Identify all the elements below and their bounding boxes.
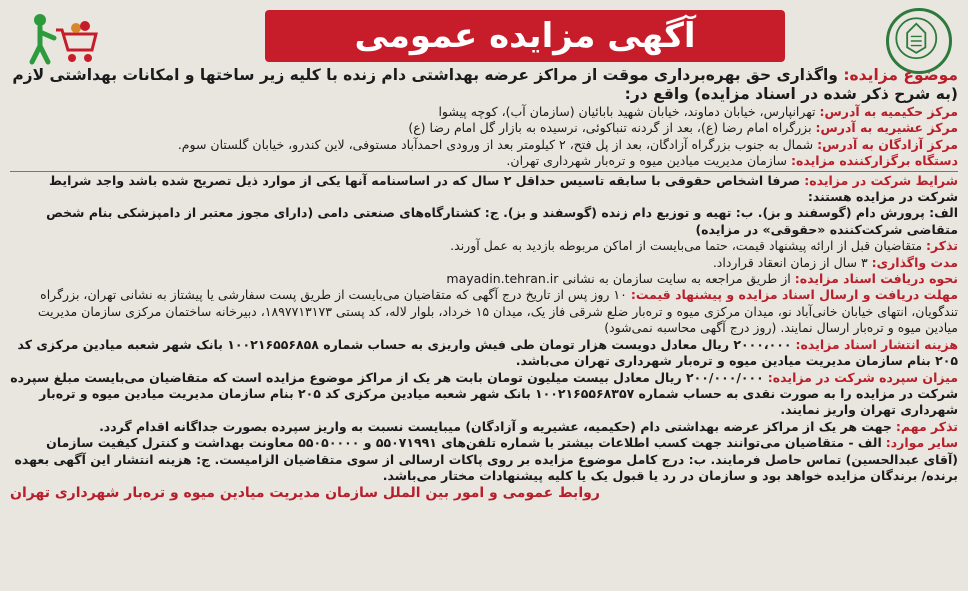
address-text: تهرانپارس، خیابان دماوند، خیابان شهید بابائیان (سازمان آب)، کوچه پیشوا — [438, 104, 816, 119]
deposit-section — [10, 370, 958, 419]
other-label: سایر موارد: — [885, 435, 958, 451]
publish-cost-text: ۲۰۰۰،۰۰۰ ریال معادل دویست هزار تومان طی فیش واریزی به حساب شماره ۱۰۰۲۱۶۵۵۶۸۵۸ بانک شهر شعبه میادین مرکزی کد ۲۰۵ بنام سازمان مدیریت میادین میوه و تره‌بار شهرداری تهران می‌باشد. — [17, 336, 958, 369]
subject-label: موضوع مزایده: — [843, 66, 958, 84]
important-label: تذکر مهم: — [895, 418, 958, 434]
note-section — [10, 238, 958, 254]
duration-label: مدت واگذاری: — [871, 254, 958, 270]
address-text: شمال به جنوب بزرگراه آزادگان، بعد از پل فتح، ۲ کیلومتر بعد از ورودی احمدآباد مستوفی، لاین کندرو، خیابان گلستان سوم. — [177, 136, 814, 152]
duration-text: ۳ سال از زمان انعقاد قرارداد. — [712, 254, 868, 270]
divider — [10, 171, 958, 172]
address-hakimiyeh — [10, 104, 958, 120]
organizer-section — [10, 153, 958, 169]
municipality-logo-icon — [886, 8, 952, 74]
conditions-section — [10, 173, 958, 206]
note-label: تذکر: — [926, 238, 958, 254]
deadline-text: ۱۰ روز پس از تاریخ درج آگهی که متقاضیان می‌بایست از طریق پست سفارشی یا پیشتاز به نشانی تهران، بزرگراه تندگویان، انتهای خیابان خانی‌آباد نو، میدان مرکزی میوه و تره‌بار ضلع شرقی فاز یک، میدان ۱۵ خرداد، بلوار لاله، کد پستی ۱۸۹۷۷۱۳۱۷۳، دبیرخانه ساختمان مرکزی سازمان مدیریت میادین میوه و تره‌بار ارسال نمایند. (روز درج آگهی محاسبه نمی‌شود) — [37, 287, 958, 336]
duration-section — [10, 255, 958, 271]
header — [10, 4, 958, 66]
docs-method-section — [10, 271, 958, 287]
conditions-label: شرایط شرکت در مزایده: — [804, 172, 958, 188]
address-label: مرکز عشیریه به آدرس: — [815, 120, 958, 136]
shopping-cart-icon — [20, 12, 100, 66]
publish-cost-label: هزینه انتشار اسناد مزایده: — [795, 336, 958, 352]
docs-method-label: نحوه دریافت اسناد مزایده: — [794, 271, 958, 287]
organizer-text: سازمان مدیریت میادین میوه و تره‌بار شهرداری تهران. — [506, 153, 787, 169]
other-section — [10, 435, 958, 484]
docs-method-text[interactable]: از طریق مراجعه به سایت سازمان به نشانی mayadin.tehran.ir — [446, 271, 791, 287]
deadline-section — [10, 287, 958, 336]
organizer-label: دستگاه برگزارکننده مزایده: — [790, 153, 958, 169]
conditions-items: الف: پرورش دام (گوسفند و بز). ب: تهیه و توزیع دام زنده (گوسفند و بز). ج: کشتارگاه‌های صنعتی دامی (دارای مجوز معتبر از دامپزشکی بنام شخص متقاضی شرکت‌کننده «حقوقی» در مزایده) — [46, 205, 958, 237]
other-text: الف - متقاضیان می‌توانند جهت کسب اطلاعات بیشتر با شماره تلفن‌های ۵۵۰۷۱۹۹۱ و ۵۵۰۵۰۰۰۰ معاونت بهداشت و کنترل کیفیت سازمان (آقای عبدالحسین) تماس حاصل فرمایند. ب: درج کامل موضوع مزایده بر روی پاکات ارسالی از سوی متقاضیان الزامیست. ج: هزینه انتشار این آگهی بعهده برنده/ برندگان مزایده خواهد بود و سازمان در رد یا قبول یک یا کلیه پیشنهادات مختار می‌باشد. — [14, 435, 958, 483]
deposit-text: ۲۰۰/۰۰۰/۰۰۰ ریال معادل بیست میلیون تومان بابت هر یک از مراکز موضوع مزایده است که متقاضیان می‌بایست مبلغ سپرده شرکت در مزایده را به صورت نقدی به حساب شماره ۱۰۰۲۱۶۵۵۶۸۳۵۷ بانک شهر شعبه میادین مرکزی کد ۲۰۵ بنام سازمان مدیریت میادین میوه و تره‌بار شهرداری تهران واریز نمایند. — [10, 369, 958, 418]
publish-cost-section — [10, 337, 958, 370]
subject-text: واگذاری حق بهره‌برداری موقت از مراکز عرضه بهداشتی دام زنده با کلیه زیر ساختها و امکانات بهداشتی لازم (به شرح ذکر شده در اسناد مزایده) واقع در: — [12, 66, 958, 103]
address-ashiriyeh — [10, 120, 958, 136]
notice-body — [10, 66, 958, 502]
footer-signature: روابط عمومی و امور بین الملل سازمان مدیریت میادین میوه و تره‌بار شهرداری تهران — [10, 485, 600, 502]
address-label: مرکز حکیمیه به آدرس: — [819, 104, 958, 119]
deadline-label: مهلت دریافت و ارسال اسناد مزایده و پیشنهاد قیمت: — [630, 287, 958, 303]
address-label: مرکز آزادگان به آدرس: — [817, 136, 958, 152]
note-text: متقاضیان قبل از ارائه پیشنهاد قیمت، حتما می‌بایست از اماکن مربوطه بازدید به عمل آورند. — [450, 238, 923, 254]
important-section — [10, 419, 958, 435]
page-title: آگهی مزایده عمومی — [265, 10, 785, 62]
address-azadegan — [10, 137, 958, 153]
deposit-label: میزان سپرده شرکت در مزایده: — [767, 369, 958, 385]
important-text: جهت هر یک از مراکز عرضه بهداشتی دام (حکیمیه، عشیریه و آزادگان) میبایست نسبت به واریز سپرده بصورت جداگانه اقدام گردد. — [99, 418, 892, 434]
conditions-text: صرفا اشخاص حقوقی با سابقه تاسیس حداقل ۲ سال که در اساسنامه آنها یکی از موارد ذیل تصریح شده باشد واجد شرایط شرکت در مزایده هستند: — [49, 172, 958, 205]
address-text: بزرگراه امام رضا (ع)، بعد از گردنه تنباکوئی، نرسیده به بازار گل امام رضا (ع) — [408, 120, 812, 136]
subject-section — [10, 66, 958, 104]
